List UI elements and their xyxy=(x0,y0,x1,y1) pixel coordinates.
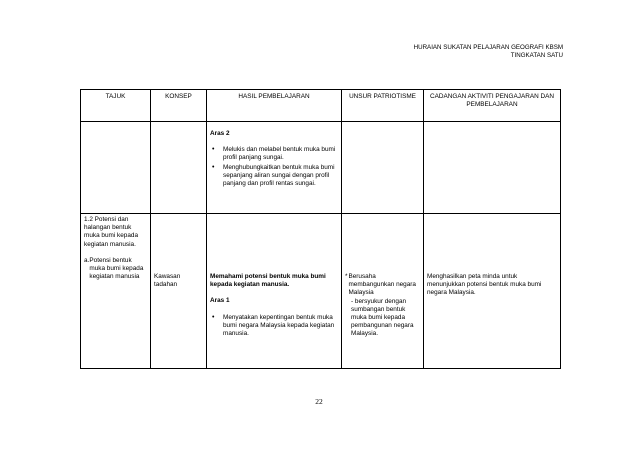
outcome-list xyxy=(210,146,338,188)
level-label: Aras 2 xyxy=(210,130,230,137)
list-item: • Melukis dan melabel bentuk muka bumi profil panjang sungai. xyxy=(210,146,338,162)
patriotism-text-2: - bersyukur dengan sumbangan bentuk muka bumi kepada pembangunan negara Malaysia. xyxy=(351,297,414,338)
list-item: • Menyatakan kepentingan bentuk muka bumi negara Malaysia kepada kegiatan manusia. xyxy=(210,314,338,339)
document-header xyxy=(414,44,563,60)
subtopic xyxy=(84,257,147,282)
table-row xyxy=(81,214,561,369)
activity-text: Menghasilkan peta minda untuk menunjukkan potensi bentuk muka bumi negara Malaysia. xyxy=(427,273,542,297)
table-header-row xyxy=(81,90,561,122)
col-header-patriotisme: UNSUR PATRIOTISME xyxy=(342,90,424,122)
list-item: • Menghubungkaitkan bentuk muka bumi sepanjang aliran sungai dengan profil panjang dan profil rentas sungai. xyxy=(210,164,338,189)
star-marker: * xyxy=(345,273,348,280)
cell-hasil xyxy=(207,214,342,369)
concept-text: Kawasan tadahan xyxy=(154,273,181,289)
header-subtitle: TINGKATAN SATU xyxy=(510,52,563,59)
col-header-tajuk: TAJUK xyxy=(81,90,151,122)
table-row xyxy=(81,122,561,214)
page-number: 22 xyxy=(315,397,323,406)
cell-tajuk xyxy=(81,122,151,214)
outcome-list xyxy=(210,314,338,339)
col-header-aktiviti: CADANGAN AKTIVITI PENGAJARAN DAN PEMBELAJARAN xyxy=(424,90,561,122)
outcome-heading: Memahami potensi bentuk muka bumi kepada kegiatan manusia. xyxy=(210,273,326,289)
col-header-hasil: HASIL PEMBELAJARAN xyxy=(207,90,342,122)
col-header-konsep: KONSEP xyxy=(151,90,207,122)
syllabus-table xyxy=(80,89,561,369)
cell-konsep xyxy=(151,214,207,369)
header-title: HURAIAN SUKATAN PELAJARAN GEOGRAFI KBSM xyxy=(413,44,563,51)
cell-patriotisme xyxy=(342,214,424,369)
subtopic-label: a. xyxy=(84,256,90,264)
cell-konsep xyxy=(151,122,207,214)
cell-tajuk xyxy=(81,214,151,369)
subtopic-text: Potensi bentuk muka bumi kepada kegiatan manusia xyxy=(89,256,144,281)
topic-title: 1.2 Potensi dan halangan bentuk muka bumi kepada kegiatan manusia. xyxy=(84,216,138,248)
cell-aktiviti xyxy=(424,214,561,369)
patriotism-text: Berusaha membangunkan negara Malaysia xyxy=(348,273,416,297)
patriotism-entry xyxy=(345,273,420,298)
level-label: Aras 1 xyxy=(210,297,230,305)
cell-hasil xyxy=(207,122,342,214)
cell-patriotisme xyxy=(342,122,424,214)
cell-aktiviti xyxy=(424,122,561,214)
